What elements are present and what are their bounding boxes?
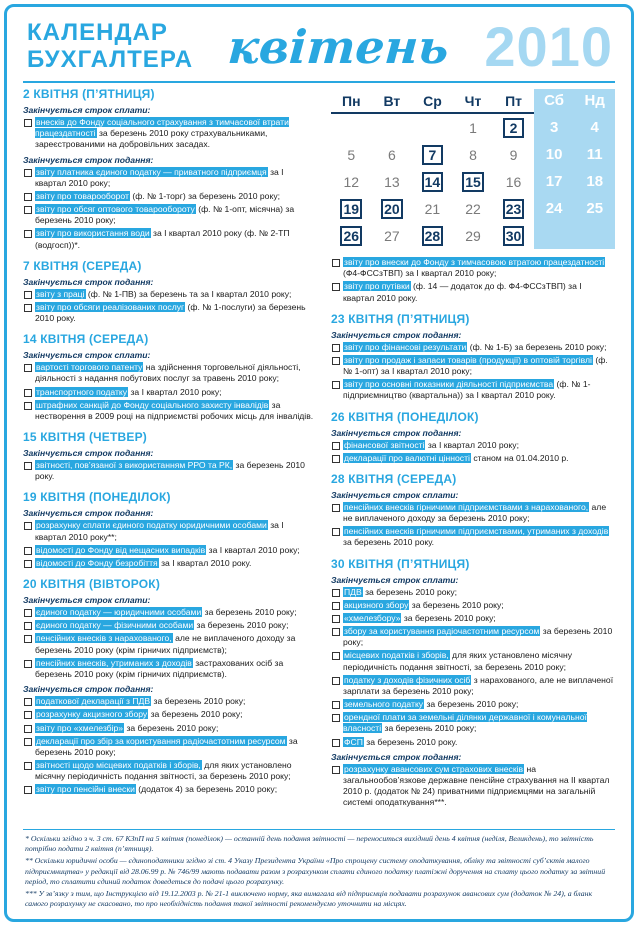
- task-item: ПДВ за березень 2010 року;: [331, 587, 615, 598]
- month-title: квітень: [226, 20, 451, 74]
- task-item: «хмелезбору» за березень 2010 року;: [331, 613, 615, 624]
- task-item: вартості торгового патенту на здійснення торговельної діяльності, діяльності з надання побутових послуг за травень 2010 року;: [23, 362, 315, 384]
- task-item: внесків до Фонду соціального страхування з тимчасової втрати працездатності за березень 2010 року страхувальниками, зареєстрованими на добровільних засадах.: [23, 117, 315, 151]
- checkbox-icon: [332, 714, 340, 722]
- checkbox-icon: [332, 677, 340, 685]
- task-keyword: декларації про збір за користування радіочастотним ресурсом: [36, 735, 286, 746]
- task-item: звіту про внески до Фонду з тимчасовою втратою працездатності (Ф4-ФССзТВП) за I квартал 2010 року;: [331, 257, 615, 279]
- task-item: земельного податку за березень 2010 року;: [331, 699, 615, 710]
- checkbox-icon: [332, 766, 340, 774]
- task-keyword: звіту з праці: [36, 288, 85, 299]
- calendar-day-header: Чт: [453, 89, 494, 114]
- footnotes: [23, 829, 615, 911]
- task-item: звіту про обсяг оптового товарообороту (ф. № 1-опт, місячна) за березень 2010 року;: [23, 204, 315, 226]
- calendar-day: [412, 222, 453, 249]
- task-item: пенсійних внесків, утриманих з доходів застрахованих осіб за березень 2010 року (крім гірничих підприємств).: [23, 658, 315, 680]
- calendar-grid: [331, 89, 615, 249]
- calendar-day: [412, 114, 453, 141]
- calendar-day: 27: [384, 227, 400, 244]
- checkbox-icon: [332, 442, 340, 450]
- date-heading: 30 КВІТНЯ (П’ЯТНИЦЯ): [331, 556, 470, 571]
- calendar-day: [372, 114, 413, 141]
- task-item: декларації про збір за користування радіочастотним ресурсом за березень 2010 року;: [23, 736, 315, 758]
- task-keyword: звіту про використання води: [36, 228, 150, 239]
- task-item: звіту про обсяги реалізованих послуг (ф. № 1-послуги) за березень 2010 року.: [23, 302, 315, 324]
- title-line-1: КАЛЕНДАР: [27, 19, 168, 47]
- deadline-type-label: Закінчується строк сплати:: [23, 595, 151, 606]
- deadline-day-box: 30: [503, 226, 525, 246]
- deadline-day-box: 20: [381, 199, 403, 219]
- calendar-page: [4, 4, 634, 922]
- checkbox-icon: [24, 119, 32, 127]
- task-item: відомості до Фонду від нещасних випадків за I квартал 2010 року;: [23, 545, 315, 556]
- checkbox-icon: [24, 193, 32, 201]
- calendar-day: [574, 222, 615, 249]
- deadline-type-label: Закінчується строк подання:: [23, 448, 154, 459]
- task-keyword: звіту платника єдиного податку — приватного підприємця: [36, 166, 267, 177]
- task-keyword: декларації про валютні цінності: [344, 452, 470, 463]
- calendar-day: [412, 168, 453, 195]
- checkbox-icon: [332, 602, 340, 610]
- date-heading: 19 КВІТНЯ (ПОНЕДІЛОК): [23, 490, 171, 505]
- checkbox-icon: [24, 622, 32, 630]
- checkbox-icon: [332, 652, 340, 660]
- checkbox-icon: [24, 725, 32, 733]
- calendar-day: 25: [574, 195, 615, 222]
- date-heading: 14 КВІТНЯ (СЕРЕДА): [23, 332, 149, 347]
- checkbox-icon: [24, 738, 32, 746]
- right-column: [331, 87, 615, 823]
- calendar-day: 3: [534, 114, 575, 141]
- task-item: звіту про «хмелезбір» за березень 2010 року;: [23, 723, 315, 734]
- task-item: пенсійних внесків гірничими підприємствами, утриманих з доходів за березень 2010 року.: [331, 526, 615, 548]
- calendar: [331, 89, 615, 249]
- task-keyword: штрафних санкцій до Фонду соціального захисту інвалідів: [36, 399, 269, 410]
- calendar-day: [493, 222, 534, 249]
- checkbox-icon: [332, 739, 340, 747]
- calendar-day-header: Пн: [331, 89, 372, 114]
- task-keyword: розрахунку авансових сум страхових внесків: [344, 763, 524, 774]
- checkbox-icon: [24, 786, 32, 794]
- task-keyword: податку з доходів фізичних осіб: [344, 674, 471, 685]
- task-keyword: розрахунку сплати єдиного податку юридичними особами: [36, 520, 267, 531]
- checkbox-icon: [24, 698, 32, 706]
- page-title: [27, 20, 193, 74]
- deadline-type-label: Закінчується строк подання:: [331, 427, 462, 438]
- task-keyword: транспортного податку: [36, 386, 128, 397]
- deadline-type-label: Закінчується строк подання:: [23, 684, 154, 695]
- task-keyword: пенсійних внесків, утриманих з доходів: [36, 657, 192, 668]
- calendar-day: 21: [424, 200, 441, 217]
- task-item: штрафних санкцій до Фонду соціального захисту інвалідів за нестворення в 2009 році на підприємстві робочих місць для інвалідів.: [23, 400, 315, 422]
- checkbox-icon: [24, 711, 32, 719]
- left-column: [23, 87, 315, 823]
- date-heading: 20 КВІТНЯ (ВІВТОРОК): [23, 577, 161, 592]
- deadline-day-box: 28: [422, 226, 444, 246]
- task-item: фінансової звітності за I квартал 2010 року;: [331, 440, 615, 451]
- checkbox-icon: [24, 462, 32, 470]
- title-line-2: БУХГАЛТЕРА: [27, 46, 194, 73]
- task-keyword: вартості торгового патенту: [36, 362, 143, 373]
- checkbox-icon: [24, 304, 32, 312]
- deadline-day-box: 14: [422, 172, 444, 192]
- date-heading: 2 КВІТНЯ (П’ЯТНИЦЯ): [23, 87, 155, 101]
- deadline-day-box: 19: [340, 199, 362, 219]
- checkbox-icon: [332, 628, 340, 636]
- task-keyword: збору за користування радіочастотним ресурсом: [344, 626, 540, 637]
- right-column-content: [331, 257, 615, 809]
- footnote: ** Оскільки юридичні особи — єдиноподатники згідно зі ст. 4 Указу Президента України «Про спрощену систему оподаткування, обліку та звітності суб’єктів малого підприємництва» у редакції від 28.06.99 р. № 746/99 мають подавати разом з розрахунком сплати єдиного податку платіжні доручення на сплату цього податку за звітний період, то сплатити єдиний податок доведеться до подачі цього розрахунку.: [25, 856, 606, 886]
- task-keyword: звіту про путівки: [344, 281, 410, 292]
- checkbox-icon: [332, 344, 340, 352]
- checkbox-icon: [24, 547, 32, 555]
- task-item: акцизного збору за березень 2010 року;: [331, 600, 615, 611]
- deadline-day-box: 26: [340, 226, 362, 246]
- task-item: звітності, пов’язаної з використанням РРО та РК, за березень 2010 року.: [23, 460, 315, 482]
- task-keyword: земельного податку: [344, 699, 424, 710]
- task-item: єдиного податку — фізичними особами за березень 2010 року;: [23, 620, 315, 631]
- checkbox-icon: [332, 701, 340, 709]
- checkbox-icon: [332, 283, 340, 291]
- calendar-day: [331, 195, 372, 222]
- calendar-day-header: Пт: [493, 89, 534, 114]
- date-heading: 23 КВІТНЯ (П’ЯТНИЦЯ): [331, 311, 470, 326]
- checkbox-icon: [332, 455, 340, 463]
- task-item: звітності щодо місцевих податків і зборів, для яких установлено місячну періодичність подання звітності, за березень 2010 року;: [23, 760, 315, 782]
- task-keyword: пенсійних внесків гірничими підприємствами з нарахованого,: [344, 501, 589, 512]
- task-item: пенсійних внесків гірничими підприємствами з нарахованого, але не виплаченого доходу за березень 2010 року;: [331, 502, 615, 524]
- date-heading: 7 КВІТНЯ (СЕРЕДА): [23, 258, 142, 273]
- content-area: [23, 83, 615, 823]
- calendar-day: 8: [469, 146, 477, 163]
- task-item: звіту про основні показники діяльності підприємства (ф. № 1-підприємництво (квартальна)) за I квартал 2010 року.: [331, 379, 615, 401]
- footnote: * Оскільки згідно з ч. 3 ст. 67 КЗпП на 5 квітня (понеділок) — останній день подання звітності — переноситься вихідний день 4 квітня (неділя, Великдень), то звітність потрібно подати 2 квітня (п’ятниця).: [25, 834, 594, 854]
- date-heading: 15 КВІТНЯ (ЧЕТВЕР): [23, 430, 147, 445]
- deadline-type-label: Закінчується строк подання:: [331, 751, 462, 762]
- checkbox-icon: [332, 615, 340, 623]
- task-keyword: пенсійних внесків з нарахованого,: [36, 633, 172, 644]
- task-item: звіту про пенсійні внески (додаток 4) за березень 2010 року;: [23, 784, 315, 795]
- checkbox-icon: [24, 635, 32, 643]
- deadline-type-label: Закінчується строк сплати:: [331, 574, 459, 585]
- checkbox-icon: [332, 357, 340, 365]
- checkbox-icon: [24, 522, 32, 530]
- task-keyword: звіту про продаж і запаси товарів (продукції) в оптовій торгівлі: [344, 354, 592, 365]
- calendar-day: 12: [343, 173, 360, 190]
- task-item: звіту платника єдиного податку — приватного підприємця за I квартал 2010 року;: [23, 167, 315, 189]
- deadline-type-label: Закінчується строк подання:: [23, 508, 154, 519]
- checkbox-icon: [24, 364, 32, 372]
- task-keyword: звіту про товарооборот: [36, 190, 129, 201]
- checkbox-icon: [24, 169, 32, 177]
- task-item: єдиного податку — юридичними особами за березень 2010 року;: [23, 607, 315, 618]
- checkbox-icon: [24, 206, 32, 214]
- task-item: транспортного податку за I квартал 2010 року;: [23, 387, 315, 398]
- deadline-day-box: 23: [503, 199, 525, 219]
- task-item: розрахунку авансових сум страхових внесків на загальнообов’язкове державне пенсійне страхування на II квартал 2010 р. (додаток № 24) приватними підприємцями на загальній системі оподаткування***.: [331, 764, 615, 809]
- task-keyword: звіту про «хмелезбір»: [36, 722, 124, 733]
- checkbox-icon: [24, 291, 32, 299]
- calendar-day: [534, 222, 575, 249]
- task-keyword: звіту про пенсійні внески: [36, 784, 135, 795]
- deadline-type-label: Закінчується строк подання:: [331, 329, 462, 340]
- task-keyword: відомості до Фонду від нещасних випадків: [36, 544, 206, 555]
- checkbox-icon: [332, 528, 340, 536]
- checkbox-icon: [332, 381, 340, 389]
- calendar-day: 1: [469, 119, 477, 136]
- calendar-day: 9: [509, 146, 518, 163]
- task-item: розрахунку акцизного збору за березень 2010 року;: [23, 709, 315, 720]
- deadline-type-label: Закінчується строк подання:: [23, 276, 154, 287]
- calendar-day: 13: [384, 173, 400, 190]
- task-item: ФСП за березень 2010 року.: [331, 737, 615, 748]
- checkbox-icon: [24, 230, 32, 238]
- checkbox-icon: [24, 402, 32, 410]
- task-keyword: звітності, пов’язаної з використанням РРО та РК,: [36, 460, 233, 471]
- task-item: звіту про товарооборот (ф. № 1-торг) за березень 2010 року;: [23, 191, 315, 202]
- deadline-type-label: Закінчується строк сплати:: [23, 350, 151, 361]
- task-keyword: звіту про внески до Фонду з тимчасовою втратою працездатності: [344, 257, 605, 267]
- checkbox-icon: [24, 609, 32, 617]
- task-keyword: пенсійних внесків гірничими підприємствами, утриманих з доходів: [344, 526, 609, 537]
- deadline-type-label: Закінчується строк сплати:: [23, 105, 151, 115]
- calendar-day: [493, 114, 534, 141]
- deadline-day-box: 2: [503, 118, 524, 138]
- checkbox-icon: [24, 762, 32, 770]
- task-keyword: податкової декларації з ПДВ: [36, 696, 151, 707]
- calendar-day: [372, 195, 413, 222]
- checkbox-icon: [332, 504, 340, 512]
- calendar-day: 11: [574, 141, 615, 168]
- task-item: звіту з праці (ф. № 1-ПВ) за березень та за I квартал 2010 року;: [23, 289, 315, 300]
- calendar-day: [331, 114, 372, 141]
- task-keyword: розрахунку акцизного збору: [36, 709, 148, 720]
- task-item: декларації про валютні цінності станом на 01.04.2010 р.: [331, 453, 615, 464]
- task-keyword: звітності щодо місцевих податків і зборів,: [36, 760, 201, 771]
- task-item: звіту про путівки (ф. 14 — додаток до ф. Ф4-ФССзТВП) за I квартал 2010 року.: [331, 281, 615, 303]
- task-item: місцевих податків і зборів, для яких установлено місячну періодичність подання звітності, за березень 2010 року;: [331, 650, 615, 672]
- calendar-day-header: Сб: [534, 89, 575, 114]
- task-keyword: ПДВ: [344, 586, 362, 597]
- calendar-day: 6: [387, 146, 396, 163]
- calendar-day: 22: [465, 200, 481, 217]
- task-item: звіту про фінансові результати (ф. № 1-Б) за березень 2010 року;: [331, 342, 615, 353]
- task-keyword: фінансової звітності: [344, 439, 425, 450]
- task-item: звіту про використання води за I квартал 2010 року (ф. № 2-ТП (водгосп))*.: [23, 228, 315, 250]
- task-item: пенсійних внесків з нарахованого, але не виплаченого доходу за березень 2010 року (крім гірничих підприємств);: [23, 633, 315, 655]
- calendar-day: 29: [465, 227, 481, 244]
- calendar-day: [493, 195, 534, 222]
- task-keyword: звіту про обсяги реалізованих послуг: [36, 301, 185, 312]
- calendar-day-header: Нд: [574, 89, 615, 114]
- task-keyword: відомості до Фонду безробіття: [36, 557, 158, 568]
- checkbox-icon: [24, 560, 32, 568]
- calendar-day-header: Ср: [412, 89, 453, 114]
- task-item: розрахунку сплати єдиного податку юридичними особами за I квартал 2010 року**;: [23, 520, 315, 542]
- task-keyword: акцизного збору: [344, 599, 409, 610]
- calendar-day: 24: [534, 195, 575, 222]
- task-item: податку з доходів фізичних осіб з нарахованого, але не виплаченої зарплати за березень 2010 року;: [331, 675, 615, 697]
- calendar-day: 16: [505, 173, 522, 190]
- deadline-type-label: Закінчується строк подання:: [23, 154, 154, 165]
- task-keyword: «хмелезбору»: [344, 612, 401, 623]
- header: [23, 17, 615, 83]
- task-item: орендної плати за земельні ділянки державної і комунальної власності за березень 2010 року;: [331, 712, 615, 734]
- calendar-day-header: Вт: [372, 89, 413, 114]
- calendar-day: [453, 168, 494, 195]
- task-keyword: ФСП: [344, 736, 363, 747]
- task-item: відомості до Фонду безробіття за I квартал 2010 року.: [23, 558, 315, 569]
- task-keyword: внесків до Фонду соціального страхування з тимчасової втрати працездатності: [35, 117, 289, 139]
- footnote: *** У зв’язку з тим, що Інструкцією від 19.12.2003 р. № 21-1 виключено норму, яка вимагала від підприємців подавати розрахунок авансових сум (додаток № 24), а бланк самого розрахунку не скасовано, то про необхідність подання такої звітності рекомендуємо уточнити на місцях.: [25, 888, 593, 908]
- date-heading: 26 КВІТНЯ (ПОНЕДІЛОК): [331, 409, 479, 424]
- checkbox-icon: [332, 589, 340, 597]
- date-heading: 28 КВІТНЯ (СЕРЕДА): [331, 471, 457, 486]
- calendar-day: 17: [534, 168, 575, 195]
- task-keyword: орендної плати за земельні ділянки державної і комунальної власності: [343, 712, 587, 734]
- calendar-day: 5: [347, 146, 356, 163]
- task-keyword: звіту про обсяг оптового товарообороту: [36, 204, 195, 215]
- calendar-day: 18: [574, 168, 615, 195]
- calendar-day: 10: [534, 141, 575, 168]
- task-keyword: звіту про основні показники діяльності підприємства: [344, 379, 554, 390]
- year-title: 2010: [484, 15, 613, 78]
- task-item: збору за користування радіочастотним ресурсом за березень 2010 року;: [331, 626, 615, 648]
- checkbox-icon: [24, 389, 32, 397]
- task-keyword: звіту про фінансові результати: [344, 341, 467, 352]
- task-keyword: єдиного податку — фізичними особами: [36, 620, 194, 631]
- checkbox-icon: [24, 660, 32, 668]
- deadline-day-box: 15: [462, 172, 484, 192]
- deadline-type-label: Закінчується строк сплати:: [331, 489, 459, 500]
- calendar-day: [331, 222, 372, 249]
- calendar-day: 4: [574, 114, 615, 141]
- calendar-day: [412, 141, 453, 168]
- deadline-day-box: 7: [422, 145, 443, 165]
- task-item: звіту про продаж і запаси товарів (продукції) в оптовій торгівлі (ф. № 1-опт) за I квартал 2010 року;: [331, 355, 615, 377]
- checkbox-icon: [332, 259, 340, 267]
- task-keyword: місцевих податків і зборів,: [344, 650, 449, 661]
- task-keyword: єдиного податку — юридичними особами: [36, 607, 202, 618]
- task-item: податкової декларації з ПДВ за березень 2010 року;: [23, 696, 315, 707]
